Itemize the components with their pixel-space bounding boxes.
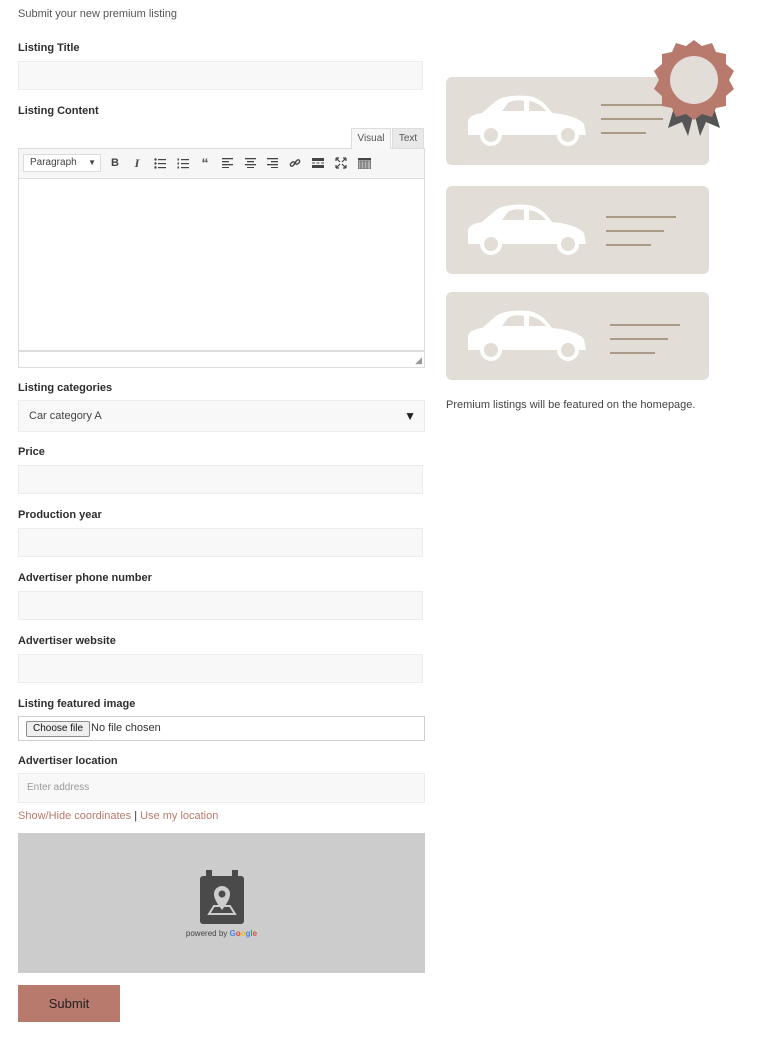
listing-title-input[interactable]	[18, 61, 423, 90]
blockquote-icon[interactable]: “	[201, 155, 209, 171]
resize-handle-icon[interactable]: ◢	[415, 355, 422, 365]
toggle-coordinates-link[interactable]: Show/Hide coordinates	[18, 810, 132, 822]
align-center-icon[interactable]	[242, 155, 258, 171]
listing-content-label: Listing Content	[18, 105, 99, 117]
use-my-location-link[interactable]: Use my location	[140, 810, 219, 822]
price-input[interactable]	[18, 465, 423, 494]
categories-label: Listing categories	[18, 382, 113, 394]
website-label: Advertiser website	[18, 635, 116, 647]
premium-note: Premium listings will be featured on the homepage.	[446, 399, 696, 411]
link-icon[interactable]	[287, 155, 303, 171]
featured-image-file-input[interactable]	[18, 716, 425, 741]
chevron-down-icon: ▼	[88, 158, 96, 167]
powered-by-google	[18, 929, 425, 938]
editor-status-bar	[18, 351, 425, 368]
production-year-label: Production year	[18, 509, 102, 521]
format-select[interactable]	[23, 154, 101, 172]
read-more-icon[interactable]	[310, 155, 326, 171]
bold-icon[interactable]: B	[111, 157, 119, 169]
editor-toolbar	[18, 148, 425, 179]
phone-input[interactable]	[18, 591, 423, 620]
choose-file-button[interactable]: Choose file	[26, 721, 90, 737]
submit-button[interactable]: Submit	[18, 985, 120, 1022]
tab-text[interactable]: Text	[392, 128, 424, 148]
align-left-icon[interactable]	[219, 155, 235, 171]
map-pin-icon	[200, 870, 244, 929]
google-logo: Google	[229, 929, 258, 938]
featured-image-label: Listing featured image	[18, 698, 136, 710]
page-intro: Submit your new premium listing	[18, 8, 177, 20]
link-separator: |	[134, 810, 138, 822]
award-badge-icon	[652, 38, 736, 143]
italic-icon[interactable]: I	[134, 155, 140, 170]
location-links	[18, 810, 218, 822]
listing-title-label: Listing Title	[18, 42, 80, 54]
align-right-icon[interactable]	[264, 155, 280, 171]
address-input[interactable]: Enter address	[18, 773, 425, 803]
car-icon	[446, 186, 709, 274]
tab-visual[interactable]: Visual	[351, 128, 391, 149]
format-select-value: Paragraph	[30, 157, 77, 168]
dropdown-arrow-icon: ▼	[404, 409, 416, 423]
phone-label: Advertiser phone number	[18, 572, 152, 584]
powered-by-text: powered by	[185, 929, 228, 938]
premium-card-illustration	[446, 186, 709, 274]
numbered-list-icon[interactable]	[175, 155, 191, 171]
editor-content-area[interactable]	[18, 179, 425, 351]
premium-card-illustration	[446, 292, 709, 380]
map-container[interactable]	[18, 833, 425, 973]
fullscreen-icon[interactable]	[333, 155, 349, 171]
location-label: Advertiser location	[18, 755, 118, 767]
website-input[interactable]	[18, 654, 423, 683]
car-icon	[446, 292, 709, 380]
category-select-value: Car category A	[29, 410, 102, 422]
price-label: Price	[18, 446, 45, 458]
bullet-list-icon[interactable]	[152, 155, 168, 171]
file-status: No file chosen	[91, 722, 161, 734]
toolbar-toggle-icon[interactable]	[356, 155, 372, 171]
production-year-input[interactable]	[18, 528, 423, 557]
category-select[interactable]	[18, 400, 425, 432]
